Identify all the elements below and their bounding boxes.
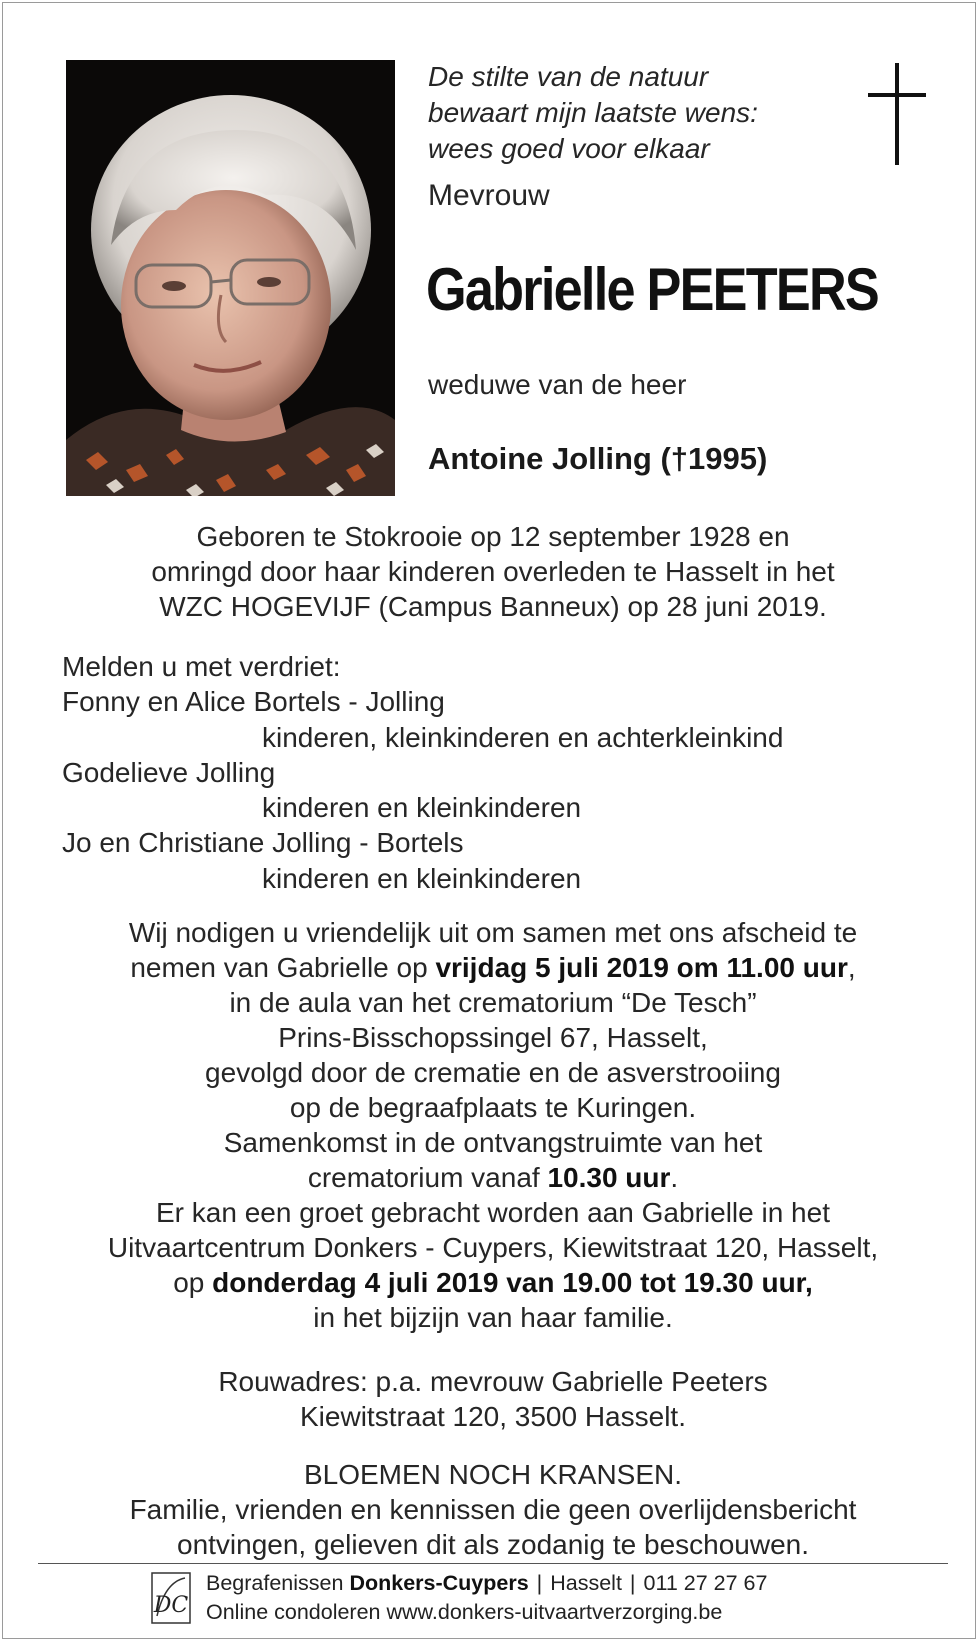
poem-line: wees goed voor elkaar: [428, 133, 710, 164]
ceremony-line: gevolgd door de crematie en de asverstrooiing: [205, 1057, 781, 1088]
footer-divider: [38, 1563, 948, 1564]
deceased-name: Gabrielle PEETERS: [426, 256, 879, 323]
notice-line: WZC HOGEVIJF (Campus Banneux) op 28 juni 2019.: [159, 591, 827, 622]
ceremony-line: in de aula van het crematorium “De Tesch”: [229, 987, 757, 1018]
footer-line-online: Online condoleren www.donkers-uitvaartverzorging.be: [206, 1600, 723, 1624]
ceremony-line: Wij nodigen u vriendelijk uit om samen met ons afscheid te: [128, 917, 858, 948]
ceremony-line: in het bijzijn van haar familie.: [313, 1302, 673, 1333]
ceremony-date: vrijdag 5 juli 2019 om 11.00 uur: [435, 952, 848, 983]
poem-line: bewaart mijn laatste wens:: [428, 97, 758, 128]
family-member-name: Godelieve Jolling: [62, 756, 276, 788]
salutation: Mevrouw: [428, 179, 550, 212]
ceremony-line: nemen van Gabrielle op vrijdag 5 juli 2019 om 11.00 uur,: [130, 952, 856, 983]
portrait-photo: [66, 60, 395, 496]
family-member-descendants: kinderen, kleinkinderen en achterkleinkind: [262, 721, 784, 753]
family-member-name: Fonny en Alice Bortels - Jolling: [62, 686, 445, 718]
birth-death-notice: [43, 519, 943, 624]
ceremony-details: [43, 915, 943, 1335]
mourning-address: [43, 1364, 943, 1434]
company-phone[interactable]: 011 27 27 67: [643, 1571, 768, 1595]
visitation-time: donderdag 4 juli 2019 van 19.00 tot 19.30 uur,: [212, 1267, 813, 1298]
ceremony-line: op de begraafplaats te Kuringen.: [289, 1092, 697, 1123]
ceremony-line: Er kan een groet gebracht worden aan Gabrielle in het: [156, 1197, 830, 1228]
notice-line: Geboren te Stokrooie op 12 september 1928 en: [196, 521, 790, 552]
address-line: Rouwadres: p.a. mevrouw Gabrielle Peeters: [218, 1366, 768, 1397]
website-link[interactable]: www.donkers-uitvaartverzorging.be: [386, 1600, 723, 1624]
portrait-illustration: [66, 60, 395, 496]
poem-line: De stilte van de natuur: [428, 61, 709, 92]
family-member-descendants: kinderen en kleinkinderen: [262, 862, 582, 894]
ceremony-line: op donderdag 4 juli 2019 van 19.00 tot 19.30 uur,: [173, 1267, 813, 1298]
family-member-descendants: kinderen en kleinkinderen: [262, 792, 582, 824]
ceremony-line: Samenkomst in de ontvangstruimte van het: [223, 1127, 763, 1158]
ceremony-line: Prins-Bisschopssingel 67, Hasselt,: [278, 1022, 708, 1053]
family-list: [62, 649, 942, 896]
obituary-card: [2, 2, 976, 1639]
cross-icon: [868, 63, 926, 165]
family-member-name: Jo en Christiane Jolling - Bortels: [62, 827, 464, 859]
flowers-line: Familie, vrienden en kennissen die geen overlijdensbericht: [129, 1494, 857, 1525]
ceremony-line: Uitvaartcentrum Donkers - Cuypers, Kiewitstraat 120, Hasselt,: [107, 1232, 879, 1263]
address-line: Kiewitstraat 120, 3500 Hasselt.: [300, 1401, 686, 1432]
ceremony-line: crematorium vanaf 10.30 uur.: [307, 1162, 679, 1193]
company-name: Donkers-Cuypers: [349, 1571, 529, 1595]
flowers-line: BLOEMEN NOCH KRANSEN.: [303, 1459, 683, 1490]
poem: [428, 59, 868, 167]
notice-line: omringd door haar kinderen overleden te Hasselt in het: [151, 556, 835, 587]
widow-of: weduwe van de heer: [428, 369, 687, 400]
funeral-home-logo-icon: [151, 1572, 191, 1624]
company-city: Hasselt: [550, 1571, 622, 1595]
footer: [206, 1569, 767, 1627]
flowers-notice: [43, 1457, 943, 1562]
husband-name: Antoine Jolling (†1995): [428, 441, 768, 476]
logo-letters: DC: [153, 1593, 189, 1618]
flowers-line: ontvingen, gelieven dit als zodanig te beschouwen.: [177, 1529, 809, 1560]
footer-line-company: Begrafenissen Donkers-Cuypers | Hasselt | 011 27 27 67: [206, 1571, 768, 1595]
family-intro: Melden u met verdriet:: [62, 651, 341, 682]
gathering-time: 10.30 uur: [547, 1162, 671, 1193]
